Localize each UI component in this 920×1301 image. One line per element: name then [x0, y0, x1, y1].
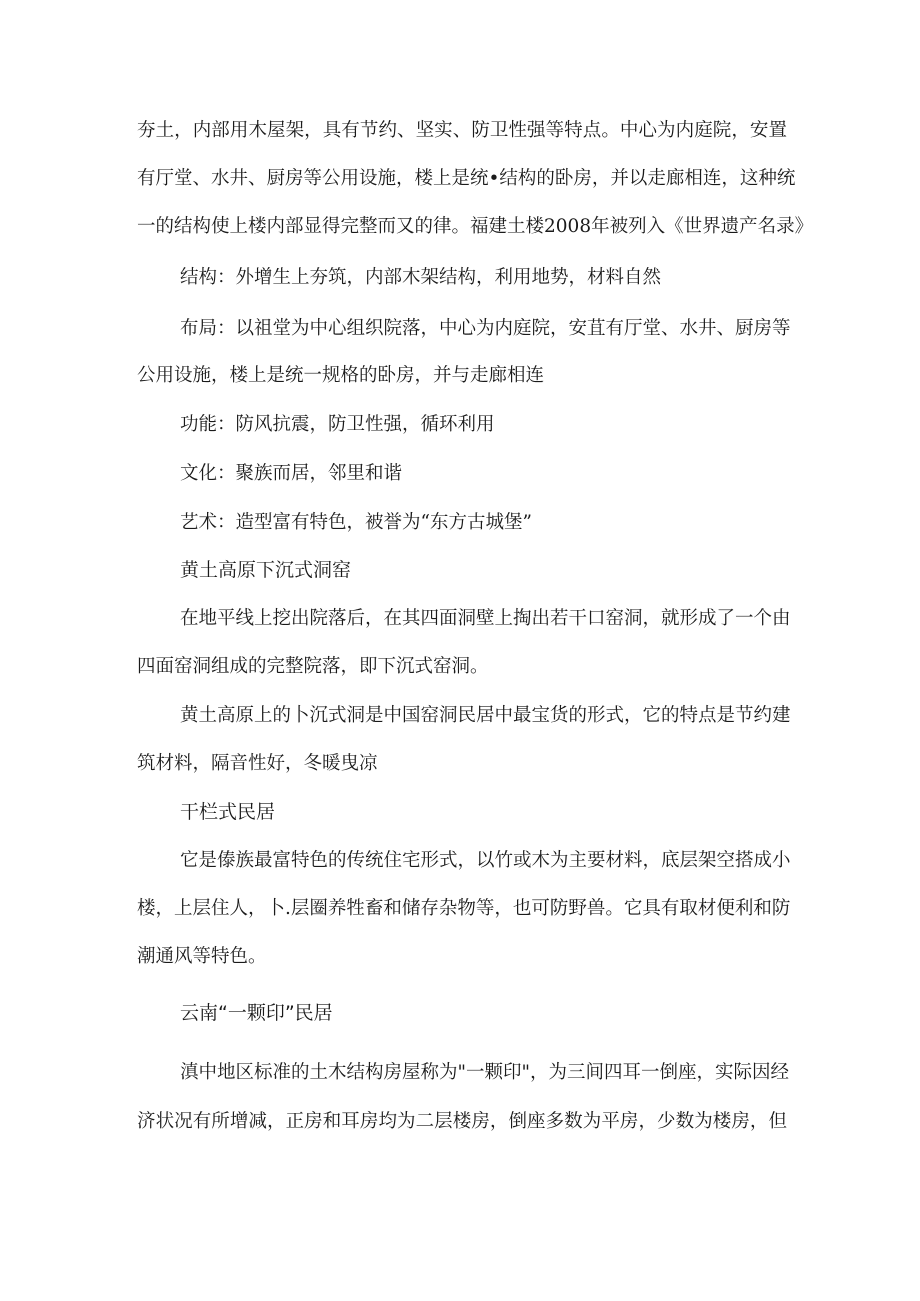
paragraph-line: 夯土，内部用木屋架，具有节约、坚实、防卫性强等特点。中心为内庭院，安置	[137, 120, 787, 141]
paragraph-line: 滇中地区标准的土木结构房屋称为"一颗印"，为三间四耳一倒座，实际因经	[180, 1062, 790, 1083]
paragraph-line: 一的结构使上楼内部显得完整而又的律。福建土楼2008年被列入《世界遗产名录》	[137, 216, 814, 237]
structure-line: 结构：外增生上夯筑，内部木架结构，利用地势，材料自然	[180, 267, 662, 288]
art-line: 艺术：造型富有特色，被誉为“东方古城堡”	[180, 512, 532, 533]
paragraph-line: 有厅堂、水井、厨房等公用设施，楼上是统•结构的卧房，并以走廊相连，这种统	[137, 168, 796, 189]
section-heading-ganlan: 干栏式民居	[180, 801, 276, 823]
paragraph-line: 筑材料，隔音性好，冬暖曳凉	[137, 753, 378, 774]
paragraph-line: 楼，上层住人，卜.层圈养牲畜和储存杂物等，也可防野兽。它具有取材便利和防	[137, 898, 791, 919]
paragraph-line: 它是傣族最富特色的传统住宅形式，以竹或木为主要材料，底层架空搭成小	[180, 850, 791, 871]
layout-line: 布局：以祖堂为中心组织院落，中心为内庭院，安苴有厅堂、水井、厨房等	[180, 318, 791, 339]
function-line: 功能：防风抗震，防卫性强，循环利用	[180, 414, 495, 435]
paragraph-line: 在地平线上挖出院落后，在其四面洞壁上掏出若干口窑洞，就形成了一个由	[180, 608, 791, 629]
paragraph-line: 四面窑洞组成的完整院落，即下沉式窑洞。	[137, 656, 489, 677]
section-heading-yunnan: 云南“一颗印”民居	[180, 1002, 333, 1024]
paragraph-line: 黄土高原上的卜沉式洞是中国窑洞民居中最宝货的形式，它的特点是节约建	[180, 705, 791, 726]
paragraph-line: 潮通风等特色。	[137, 946, 267, 967]
culture-line: 文化：聚族而居，邻里和谐	[180, 463, 403, 484]
paragraph-line: 济状况有所增减，正房和耳房均为二层楼房，倒座多数为平房，少数为楼房，但	[137, 1111, 787, 1132]
layout-line: 公用设施，楼上是统一规格的卧房，并与走廊相连	[137, 365, 545, 386]
section-heading-yaodong: 黄土高原下沉式洞窑	[180, 559, 352, 581]
